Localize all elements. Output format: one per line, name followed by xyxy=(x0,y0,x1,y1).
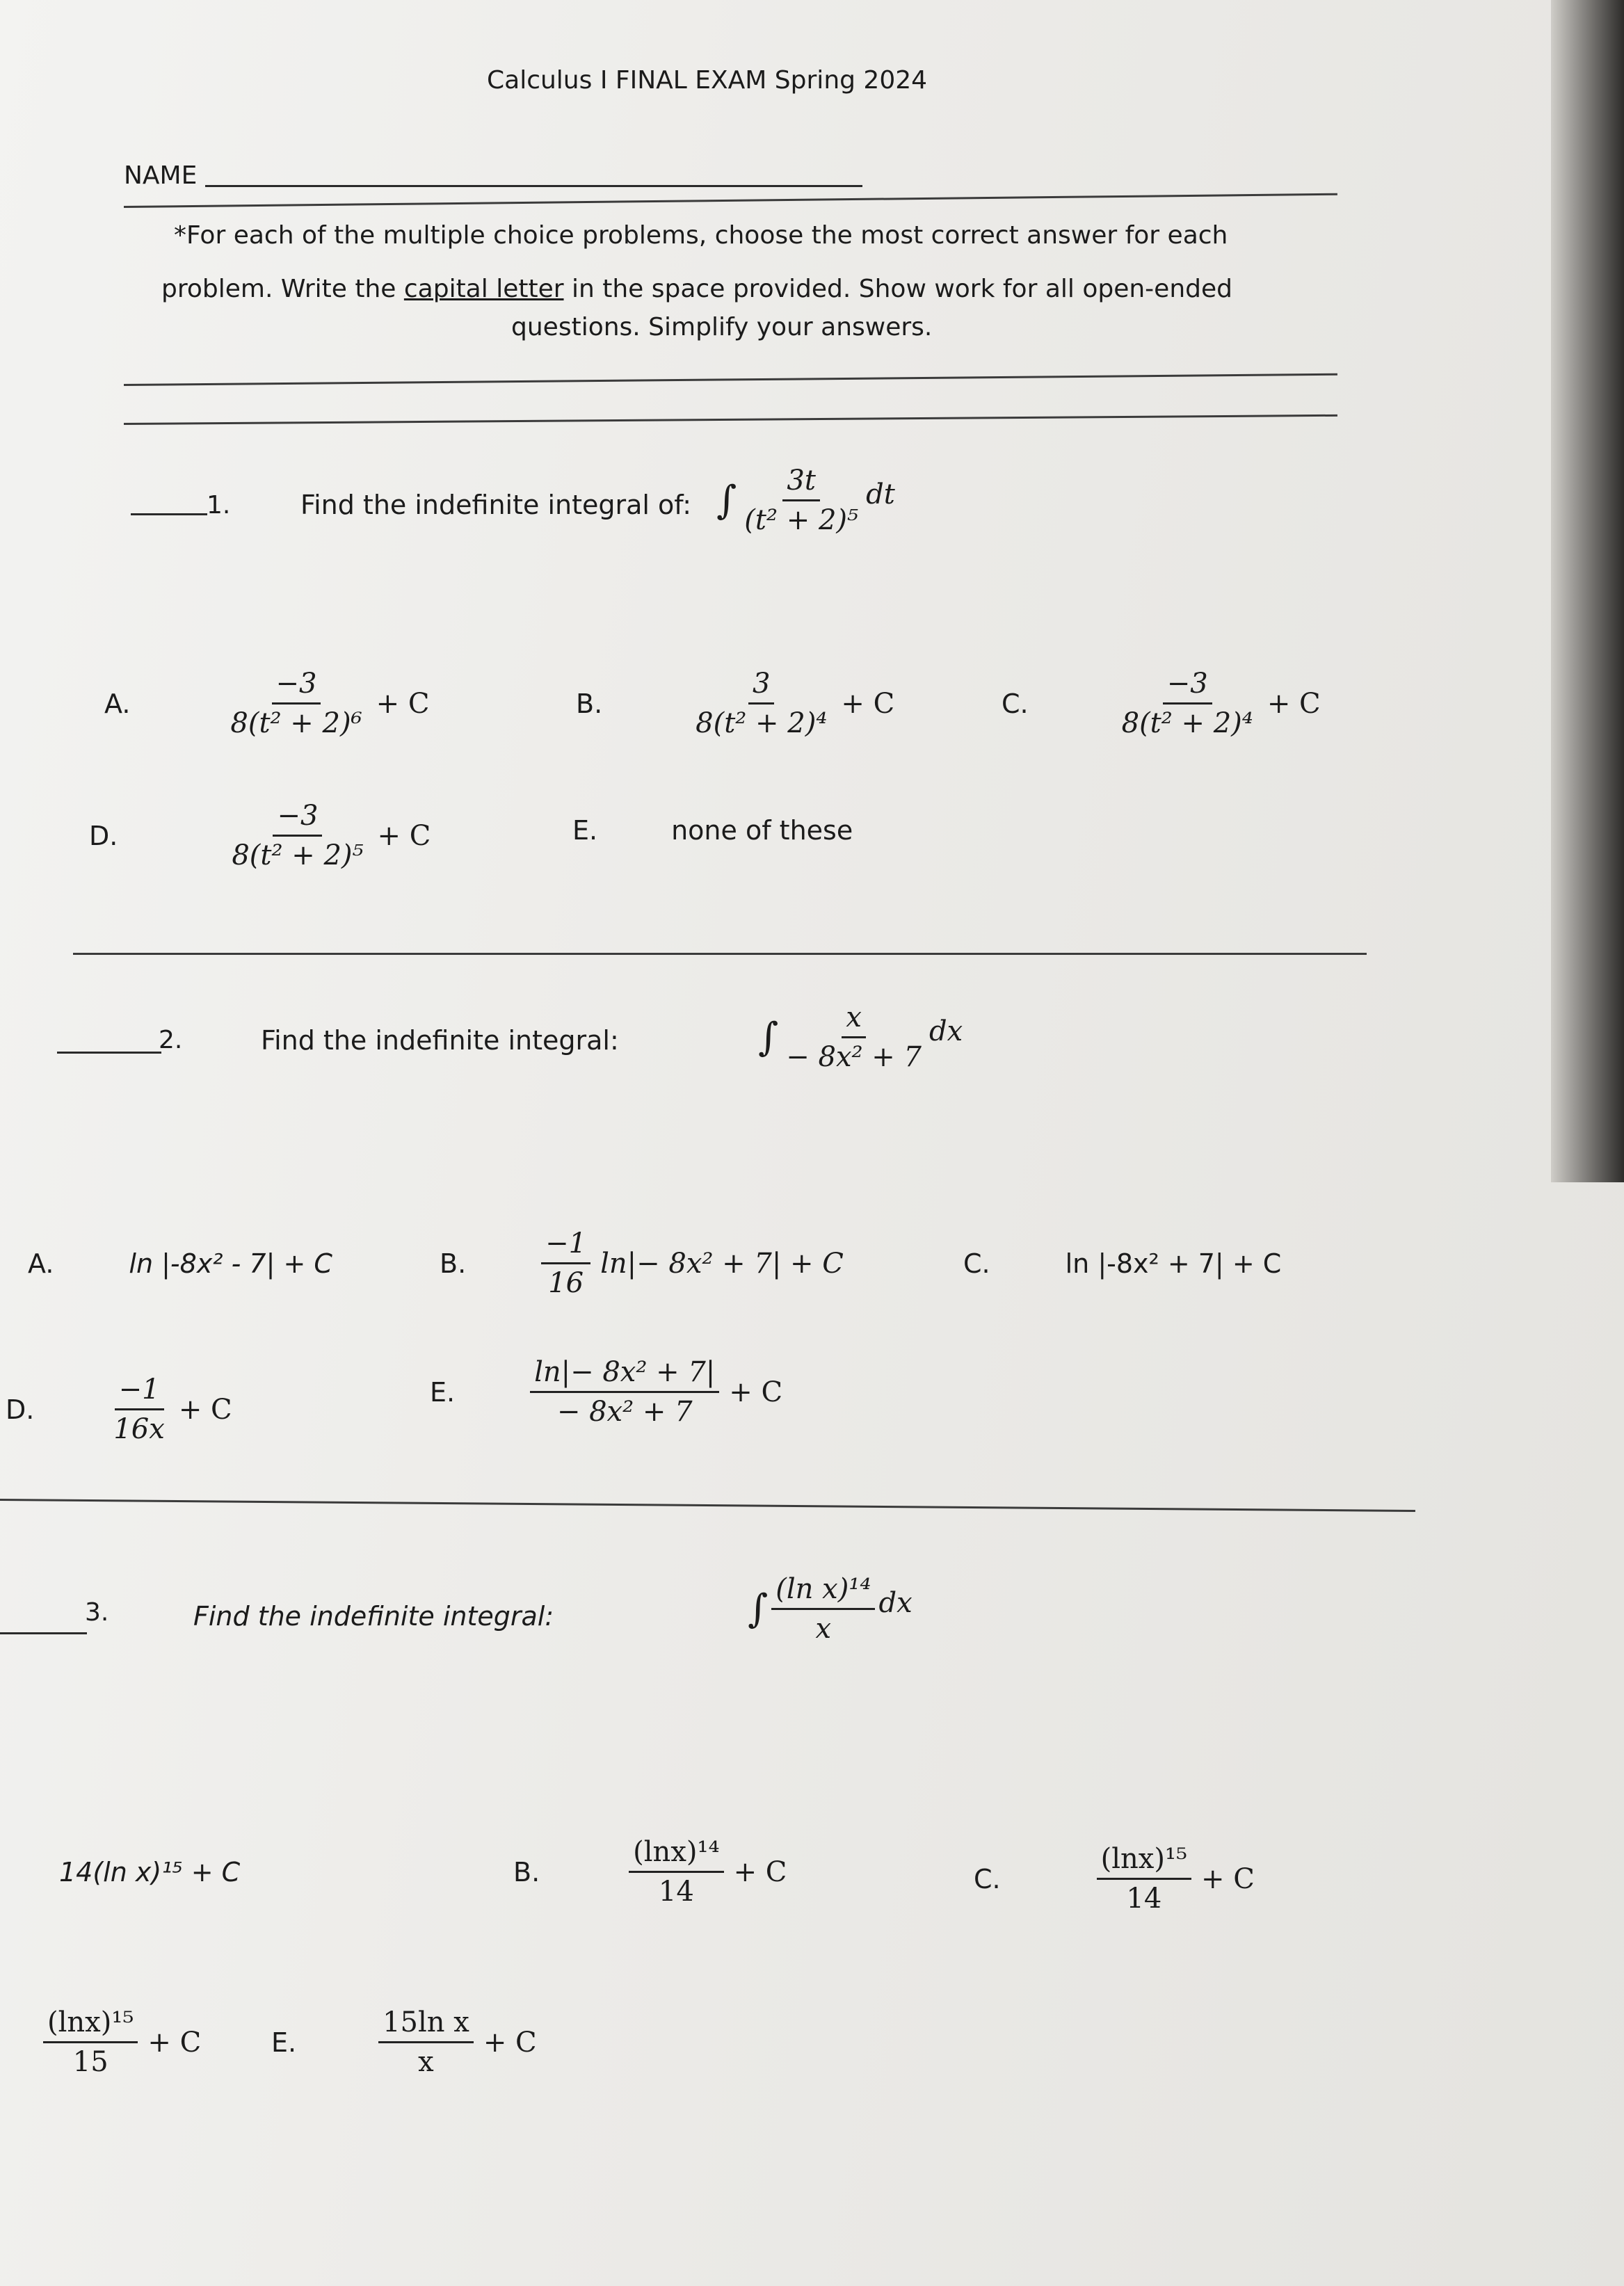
q1-option-a-letter: A. xyxy=(104,688,131,719)
q2-option-d-num: −1 xyxy=(115,1374,164,1410)
q1-option-c-letter: C. xyxy=(1002,688,1029,719)
q2-differential: dx xyxy=(929,1015,963,1047)
q1-integrand-denominator: (t² + 2)⁵ xyxy=(744,504,859,536)
q3-option-b[interactable] xyxy=(513,1836,787,1908)
q3-option-e-den: x xyxy=(418,2046,434,2078)
q3-option-d-num: (lnx)¹⁵ xyxy=(43,2006,138,2043)
q1-integral xyxy=(716,465,895,536)
q3-option-c-den: 14 xyxy=(1126,1883,1162,1915)
q1-option-d-tail: + C xyxy=(377,819,431,852)
q2-option-e-num: ln|− 8x² + 7| xyxy=(530,1356,719,1393)
q2-option-c-letter: C. xyxy=(963,1248,990,1279)
q3-option-e-num: 15ln x xyxy=(378,2006,474,2043)
q1-option-a-den: 8(t² + 2)⁶ xyxy=(230,707,362,739)
q2-number: 2. xyxy=(159,1026,183,1054)
q1-option-d[interactable] xyxy=(89,800,431,871)
q2-option-a-letter: A. xyxy=(28,1248,54,1279)
q3-option-e-letter: E. xyxy=(271,2027,297,2058)
q1-option-d-num: −3 xyxy=(273,800,322,837)
instructions-line-2 xyxy=(161,275,1232,303)
q1-integrand-numerator: 3t xyxy=(782,465,820,501)
page-edge-shadow xyxy=(1551,0,1624,1182)
integral-sign-icon: ∫ xyxy=(758,1015,779,1060)
q3-integrand-numerator: (ln x)¹⁴ xyxy=(771,1573,875,1610)
q1-option-d-den: 8(t² + 2)⁵ xyxy=(232,839,364,871)
q3-option-d-tail: + C xyxy=(147,2026,202,2059)
q3-option-b-den: 14 xyxy=(658,1876,694,1908)
q1-differential: dt xyxy=(866,478,895,510)
q1-answer-blank[interactable] xyxy=(131,513,207,515)
q2-option-b-den: 16 xyxy=(548,1267,584,1299)
q3-option-b-num: (lnx)¹⁴ xyxy=(629,1836,723,1873)
q1-option-e-letter: E. xyxy=(572,815,598,846)
q3-option-a-text: 14(ln x)¹⁵ + C xyxy=(59,1857,241,1887)
name-label: NAME xyxy=(124,161,198,190)
q1-option-b-num: 3 xyxy=(748,668,774,705)
q1-option-a[interactable] xyxy=(104,668,429,739)
q2-option-b[interactable] xyxy=(440,1227,844,1299)
q3-option-d[interactable] xyxy=(43,2006,201,2078)
integral-sign-icon: ∫ xyxy=(716,478,737,523)
q3-option-c-tail: + C xyxy=(1201,1862,1255,1895)
q2-option-b-letter: B. xyxy=(440,1248,467,1279)
q3-integral xyxy=(748,1573,913,1645)
integral-sign-icon: ∫ xyxy=(748,1586,769,1632)
q2-integrand-numerator: x xyxy=(842,1001,866,1038)
q1-option-c-num: −3 xyxy=(1163,668,1212,705)
q1-option-c[interactable] xyxy=(1002,668,1321,739)
q1-option-b[interactable] xyxy=(576,668,894,739)
q1-prompt: Find the indefinite integral of: xyxy=(300,490,692,520)
exam-title: Calculus I FINAL EXAM Spring 2024 xyxy=(487,66,928,95)
q3-option-b-tail: + C xyxy=(733,1856,787,1888)
q2-option-c-text: ln |-8x² + 7| + C xyxy=(1065,1248,1282,1279)
instructions-emphasis: capital letter xyxy=(403,275,564,303)
q3-option-a[interactable] xyxy=(59,1857,240,1887)
instructions-line-2-start: problem. Write the xyxy=(161,275,404,303)
q3-option-e-tail: + C xyxy=(483,2026,537,2059)
q1-option-a-tail: + C xyxy=(376,687,430,720)
q2-option-b-num: −1 xyxy=(541,1227,590,1264)
q2-option-e-tail: + C xyxy=(729,1376,783,1408)
instructions-line-2-end: in the space provided. Show work for all open-ended xyxy=(563,275,1232,303)
q2-answer-blank[interactable] xyxy=(57,1052,161,1054)
instructions-line-3: questions. Simplify your answers. xyxy=(511,313,933,341)
q2-option-c[interactable] xyxy=(963,1248,1281,1279)
q1-option-e[interactable] xyxy=(572,815,853,846)
q3-option-b-letter: B. xyxy=(513,1856,540,1887)
q3-option-c-letter: C. xyxy=(974,1863,1001,1894)
q3-prompt: Find the indefinite integral: xyxy=(193,1601,554,1632)
q2-option-e-letter: E. xyxy=(430,1376,456,1408)
name-blank-line[interactable] xyxy=(205,185,862,187)
q3-differential: dx xyxy=(878,1587,913,1619)
q1-number: 1. xyxy=(207,491,231,520)
q1-divider xyxy=(73,953,1367,955)
q3-option-c-num: (lnx)¹⁵ xyxy=(1097,1843,1191,1880)
q2-option-a-text: ln |-8x² - 7| + C xyxy=(129,1248,332,1279)
q3-answer-blank[interactable] xyxy=(0,1632,87,1634)
q1-option-c-den: 8(t² + 2)⁴ xyxy=(1121,707,1253,739)
q2-option-d-tail: + C xyxy=(178,1393,232,1426)
q1-option-e-text: none of these xyxy=(671,815,853,846)
q1-option-d-letter: D. xyxy=(89,820,118,851)
q2-prompt: Find the indefinite integral: xyxy=(261,1025,619,1056)
q3-option-c[interactable] xyxy=(974,1843,1255,1915)
q2-option-d[interactable] xyxy=(6,1374,232,1445)
q1-option-c-tail: + C xyxy=(1267,687,1321,720)
q2-integral xyxy=(758,1001,963,1073)
q2-integrand-denominator: − 8x² + 7 xyxy=(786,1041,922,1073)
instructions-line-1: *For each of the multiple choice problems, choose the most correct answer for each xyxy=(174,221,1228,250)
q2-option-b-tail: ln|− 8x² + 7| + C xyxy=(600,1247,844,1280)
q2-option-a[interactable] xyxy=(28,1248,332,1279)
q2-option-d-den: 16x xyxy=(113,1413,165,1445)
q2-option-e[interactable] xyxy=(430,1356,782,1428)
q1-option-b-tail: + C xyxy=(841,687,895,720)
q3-option-e[interactable] xyxy=(271,2006,537,2078)
q1-option-b-letter: B. xyxy=(576,688,603,719)
q3-integrand-denominator: x xyxy=(815,1613,832,1645)
q1-option-a-num: −3 xyxy=(272,668,321,705)
q2-option-d-letter: D. xyxy=(6,1394,35,1425)
q2-option-e-den: − 8x² + 7 xyxy=(556,1396,693,1428)
q3-option-d-den: 15 xyxy=(72,2046,108,2078)
q3-number: 3. xyxy=(85,1598,109,1627)
q1-option-b-den: 8(t² + 2)⁴ xyxy=(696,707,828,739)
